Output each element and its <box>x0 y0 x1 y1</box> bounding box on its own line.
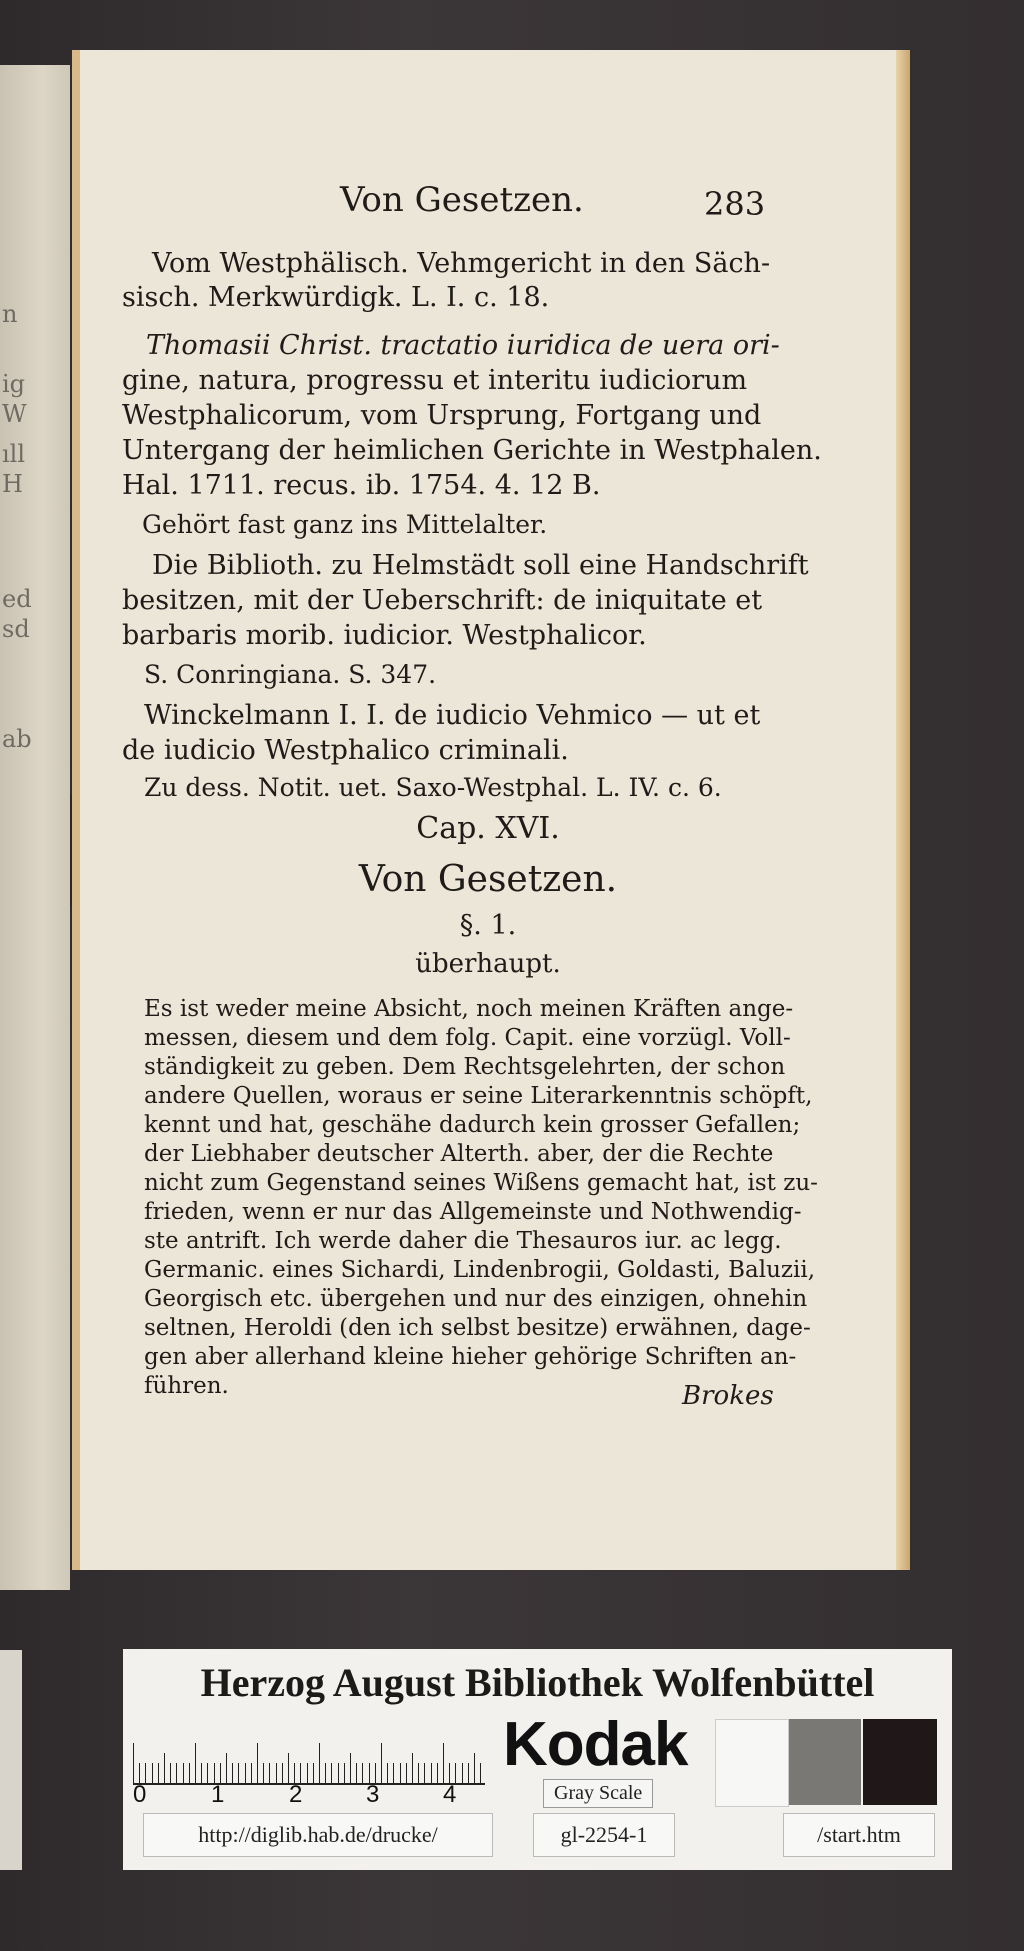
ruler-tick <box>245 1763 246 1783</box>
ruler-tick <box>257 1743 258 1783</box>
ruler-number: 2 <box>289 1781 303 1808</box>
gray-swatch <box>789 1719 861 1805</box>
ruler-tick <box>170 1763 171 1783</box>
body-line: Es ist weder meine Absicht, noch meinen Kräften ange- <box>144 996 794 1022</box>
ruler-tick <box>288 1753 289 1783</box>
page-edge <box>896 50 910 1570</box>
ruler-tick <box>183 1763 184 1783</box>
ruler-tick <box>145 1763 146 1783</box>
ruler-tick <box>319 1743 320 1783</box>
ruler-tick <box>431 1763 432 1783</box>
section-number: §. 1. <box>459 910 517 941</box>
ruler-tick <box>375 1763 376 1783</box>
left-page-fragment: ig <box>2 370 26 398</box>
ruler-tick <box>437 1763 438 1783</box>
page-number: 283 <box>704 185 766 223</box>
ruler-tick <box>356 1763 357 1783</box>
adjacent-left-page <box>0 65 70 1590</box>
body-line: andere Quellen, woraus er seine Literarkenntnis schöpft, <box>144 1083 813 1109</box>
ruler-tick <box>344 1763 345 1783</box>
ruler-tick <box>406 1763 407 1783</box>
ruler-tick <box>369 1763 370 1783</box>
ruler-tick <box>381 1743 382 1783</box>
white-swatch <box>715 1719 789 1807</box>
body-line: nicht zum Gegenstand seines Wißens gemacht hat, ist zu- <box>144 1170 818 1196</box>
ruler-tick <box>195 1743 196 1783</box>
ruler-tick <box>424 1763 425 1783</box>
ruler-tick <box>201 1763 202 1783</box>
text-line: gine, natura, progressu et interitu iudiciorum <box>122 365 748 396</box>
text-line: Untergang der heimlichen Gerichte in Westphalen. <box>122 435 822 466</box>
ruler-tick <box>214 1763 215 1783</box>
ruler-tick <box>158 1763 159 1783</box>
catchword: Brokes <box>682 1381 774 1411</box>
kodak-logo: Kodak <box>503 1710 688 1779</box>
ruler <box>133 1719 485 1785</box>
ruler-tick <box>449 1763 450 1783</box>
text-line: Winckelmann I. I. de iudicio Vehmico — ut et <box>144 700 761 731</box>
ruler-tick <box>462 1763 463 1783</box>
ruler-tick <box>176 1763 177 1783</box>
margin-mark <box>70 795 72 905</box>
left-page-fragment: sd <box>2 615 30 643</box>
ruler-tick <box>276 1763 277 1783</box>
body-line: der Liebhaber deutscher Alterth. aber, der die Rechte <box>144 1141 774 1167</box>
color-target-card <box>123 1649 952 1870</box>
ruler-tick <box>480 1763 481 1783</box>
ruler-tick <box>350 1753 351 1783</box>
text-line: Zu dess. Notit. uet. Saxo-Westphal. L. IV. c. 6. <box>144 773 722 802</box>
ruler-number: 0 <box>133 1781 147 1808</box>
text-line: Die Biblioth. zu Helmstädt soll eine Handschrift <box>152 550 809 581</box>
ruler-tick <box>468 1763 469 1783</box>
text-line: barbaris morib. iudicior. Westphalicor. <box>122 620 647 651</box>
ruler-tick <box>282 1763 283 1783</box>
chapter-number: Cap. XVI. <box>416 811 560 846</box>
ruler-tick <box>226 1753 227 1783</box>
ruler-tick <box>269 1763 270 1783</box>
ruler-tick <box>387 1763 388 1783</box>
text-line: Thomasii Christ. tractatio iuridica de uera ori- <box>146 330 780 361</box>
body-line: führen. <box>144 1373 229 1399</box>
library-name: Herzog August Bibliothek Wolfenbüttel <box>200 1660 875 1705</box>
body-line: Germanic. eines Sichardi, Lindenbrogii, Goldasti, Baluzii, <box>144 1257 816 1283</box>
text-line: besitzen, mit der Ueberschrift: de iniquitate et <box>122 585 763 616</box>
ruler-tick <box>400 1763 401 1783</box>
section-title: überhaupt. <box>415 949 561 979</box>
ruler-tick <box>362 1763 363 1783</box>
body-line: messen, diesem und dem folg. Capit. eine vorzügl. Voll- <box>144 1025 791 1051</box>
ruler-tick <box>325 1763 326 1783</box>
start-label: /start.htm <box>783 1813 935 1857</box>
black-swatch <box>863 1719 937 1805</box>
running-header: Von Gesetzen. <box>340 180 584 220</box>
ruler-tick <box>294 1763 295 1783</box>
text-line: Gehört fast ganz ins Mittelalter. <box>142 510 548 539</box>
book-page <box>72 50 904 1570</box>
ruler-tick <box>220 1763 221 1783</box>
left-page-fragment: H <box>2 470 23 498</box>
left-page-fragment: ıll <box>2 440 26 468</box>
ruler-tick <box>139 1763 140 1783</box>
ruler-number: 4 <box>443 1781 457 1808</box>
ruler-tick <box>313 1763 314 1783</box>
text-line: S. Conringiana. S. 347. <box>144 660 437 689</box>
ruler-tick <box>251 1763 252 1783</box>
ruler-tick <box>238 1763 239 1783</box>
ruler-tick <box>443 1743 444 1783</box>
shelfmark-label: gl-2254-1 <box>533 1813 675 1857</box>
ruler-tick <box>307 1763 308 1783</box>
left-page-fragment: W <box>2 400 27 428</box>
left-page-fragment: n <box>2 300 18 328</box>
ruler-tick <box>338 1763 339 1783</box>
ruler-tick <box>474 1753 475 1783</box>
page-text <box>72 50 904 1570</box>
chapter-title: Von Gesetzen. <box>358 859 618 900</box>
ruler-tick <box>263 1763 264 1783</box>
url-label: http://diglib.hab.de/drucke/ <box>143 1813 493 1857</box>
ruler-tick <box>133 1743 134 1783</box>
ruler-tick <box>164 1753 165 1783</box>
text-line: de iudicio Westphalico criminali. <box>122 735 569 766</box>
ruler-tick <box>207 1763 208 1783</box>
text-line: Vom Westphälisch. Vehmgericht in den Säch- <box>152 248 771 279</box>
left-page-fragment: ab <box>2 725 32 753</box>
body-line: seltnen, Heroldi (den ich selbst besitze) erwähnen, dage- <box>144 1315 811 1341</box>
body-line: ständigkeit zu geben. Dem Rechtsgelehrten, der schon <box>144 1054 786 1080</box>
ruler-number: 3 <box>366 1781 380 1808</box>
ruler-tick <box>418 1763 419 1783</box>
body-line: gen aber allerhand kleine hieher gehörige Schriften an- <box>144 1344 797 1370</box>
text-line: Westphalicorum, vom Ursprung, Fortgang und <box>122 400 762 431</box>
text-line: Hal. 1711. recus. ib. 1754. 4. 12 B. <box>122 470 601 501</box>
text-line: sisch. Merkwürdigk. L. I. c. 18. <box>122 282 550 313</box>
body-line: ste antrift. Ich werde daher die Thesauros iur. ac legg. <box>144 1228 782 1254</box>
body-line: kennt und hat, geschähe dadurch kein grosser Gefallen; <box>144 1112 801 1138</box>
ruler-tick <box>189 1763 190 1783</box>
ruler-tick <box>393 1763 394 1783</box>
gray-scale-label: Gray Scale <box>543 1779 653 1808</box>
ruler-tick <box>331 1763 332 1783</box>
ruler-tick <box>455 1763 456 1783</box>
ruler-tick <box>412 1753 413 1783</box>
body-line: frieden, wenn er nur das Allgemeinste und Nothwendig- <box>144 1199 802 1225</box>
ruler-tick <box>300 1763 301 1783</box>
body-line: Georgisch etc. übergehen und nur des einzigen, ohnehin <box>144 1286 808 1312</box>
left-page-fragment: ed <box>2 585 32 613</box>
ruler-tick <box>232 1763 233 1783</box>
ruler-number: 1 <box>211 1781 225 1808</box>
left-page-bottom-edge <box>0 1650 22 1870</box>
ruler-tick <box>152 1763 153 1783</box>
